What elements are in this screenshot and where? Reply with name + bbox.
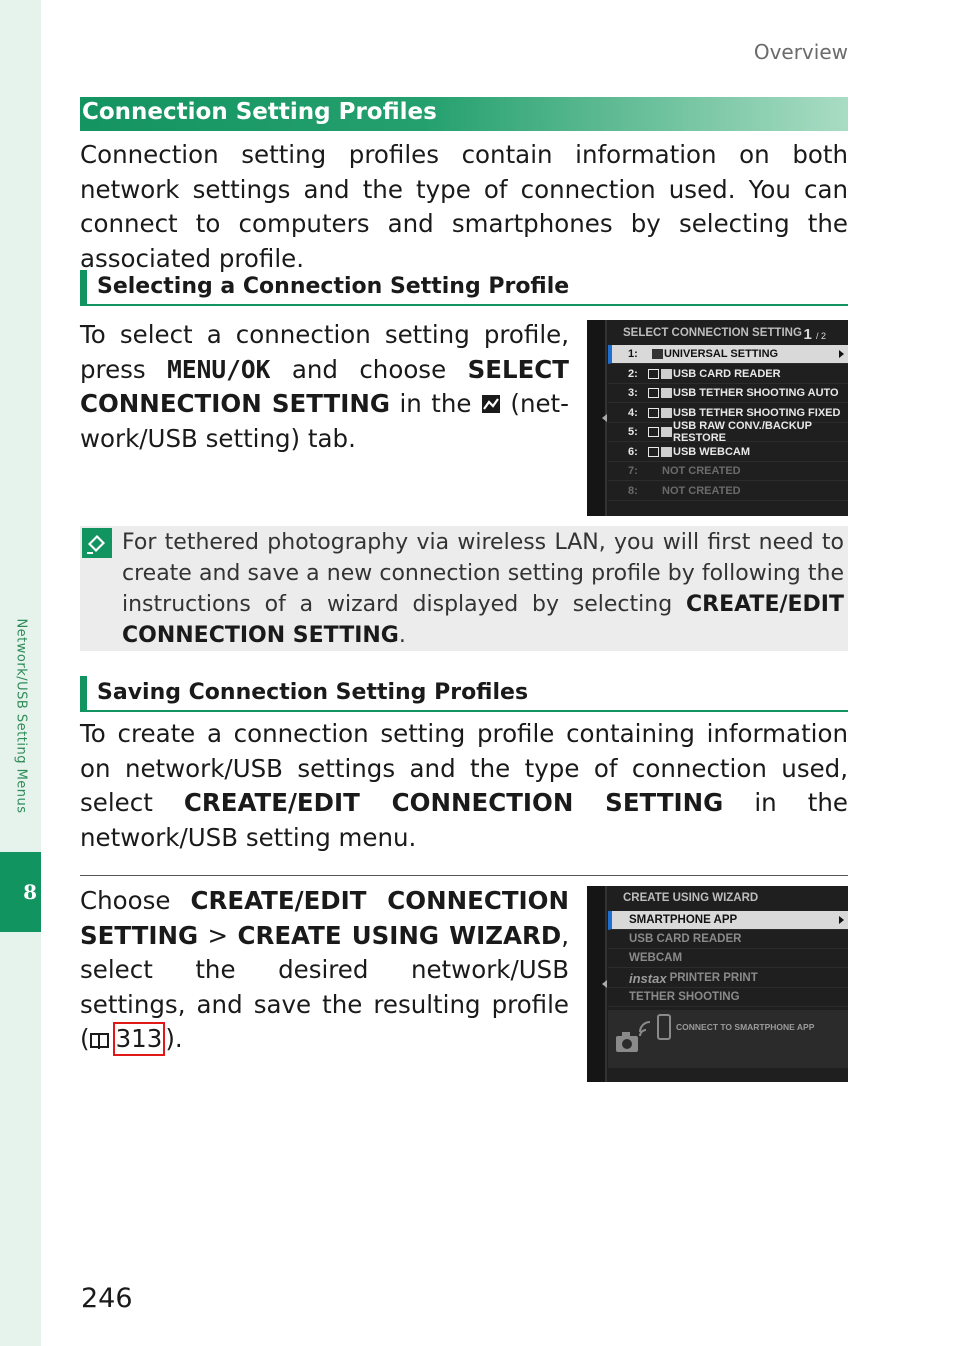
wizard-row-tether-shooting[interactable]: TETHER SHOOTING	[608, 988, 848, 1007]
webcam-icon	[661, 447, 672, 457]
raw-icon	[661, 427, 672, 437]
menu-row-4[interactable]: 4: USB TETHER SHOOTING FIXED	[608, 404, 848, 423]
screen-header: CREATE USING WIZARD	[623, 892, 759, 904]
chevron-right-icon	[839, 916, 844, 924]
card-reader-icon	[661, 369, 672, 379]
usb-icon	[648, 388, 659, 398]
wizard-help-panel	[608, 1010, 848, 1068]
select-heading: Selecting a Connection Setting Profile	[80, 270, 848, 306]
menu-row-6[interactable]: 6: USB WEBCAM	[608, 443, 848, 462]
wizard-row-usb-card-reader[interactable]: USB CARD READER	[608, 930, 848, 949]
camera-smartphone-icon	[612, 1012, 672, 1056]
menu-ok-button-label: MENU/OK	[167, 354, 271, 384]
page-number: 246	[81, 1283, 133, 1314]
note-box	[80, 526, 848, 651]
screen-header: SELECT CONNECTION SETTING	[623, 327, 802, 339]
left-arrow-icon	[602, 980, 607, 988]
camera-screen-select-connection	[587, 320, 848, 516]
side-chapter-label: Network/USB Setting Menus	[13, 618, 29, 814]
usb-icon	[648, 408, 659, 418]
section-title: Connection Setting Profiles	[80, 97, 848, 131]
select-paragraph: To select a connection setting profile, press MENU/OK and choose SELECT CONNECTION SETTING in the (network/USB setting) tab.	[80, 320, 569, 453]
menu-row-2[interactable]: 2: USB CARD READER	[608, 365, 848, 384]
note-text: For tethered photography via wireless LAN, you will first need to create and save a new connection setting profile by following the instructions of a wizard displayed by selecting CREATE/EDIT CONNECTION SETTING.	[122, 530, 844, 648]
saving-paragraph: To create a connection setting profile containing information on network/USB settings and the type of connection used, select CREATE/EDIT CONNECTION SETTING in the network/USB setting menu.	[80, 719, 848, 852]
usb-icon	[648, 369, 659, 379]
usb-icon	[648, 427, 659, 437]
wizard-row-printer-print[interactable]: instax PRINTER PRINT	[608, 969, 848, 988]
chevron-right-icon	[839, 350, 844, 358]
note-icon	[82, 528, 112, 558]
menu-row-8[interactable]: 8: NOT CREATED	[608, 482, 848, 501]
divider	[80, 875, 848, 876]
book-icon	[90, 1033, 109, 1048]
saving-heading: Saving Connection Setting Profiles	[80, 676, 848, 712]
menu-row-1[interactable]: 1: UNIVERSAL SETTING	[608, 345, 848, 364]
intro-paragraph: Connection setting profiles contain information on both network settings and the type of connection used. You can connect to computers and smartphones by selecting the associated profile.	[80, 140, 848, 273]
tether-camera-icon	[661, 408, 672, 418]
camera-screen-create-wizard	[587, 886, 848, 1082]
wizard-row-webcam[interactable]: WEBCAM	[608, 949, 848, 968]
network-tab-icon	[481, 389, 501, 409]
menu-row-5[interactable]: 5: USB RAW CONV./BACKUP RESTORE	[608, 423, 848, 442]
instax-logo: instax	[629, 970, 667, 986]
menu-row-7[interactable]: 7: NOT CREATED	[608, 462, 848, 481]
chapter-number: 8	[23, 880, 37, 904]
universal-icon	[652, 349, 663, 359]
wizard-row-smartphone-app[interactable]: SMARTPHONE APP	[608, 911, 848, 930]
left-arrow-icon	[602, 414, 607, 422]
choose-paragraph: Choose CREATE/EDIT CONNECTION SETTING > CREATE USING WIZARD, select the desired network/USB settings, and save the resulting profile ( 313 ).	[80, 884, 569, 1057]
tether-camera-icon	[661, 388, 672, 398]
page-indicator: 1 / 2	[803, 326, 826, 343]
running-head: Overview	[753, 40, 848, 64]
menu-row-3[interactable]: 3: USB TETHER SHOOTING AUTO	[608, 384, 848, 403]
wizard-help-text: CONNECT TO SMARTPHONE APP	[676, 1022, 815, 1032]
usb-icon	[648, 447, 659, 457]
page-reference-link[interactable]: 313	[113, 1022, 166, 1056]
chapter-tab	[0, 852, 41, 932]
